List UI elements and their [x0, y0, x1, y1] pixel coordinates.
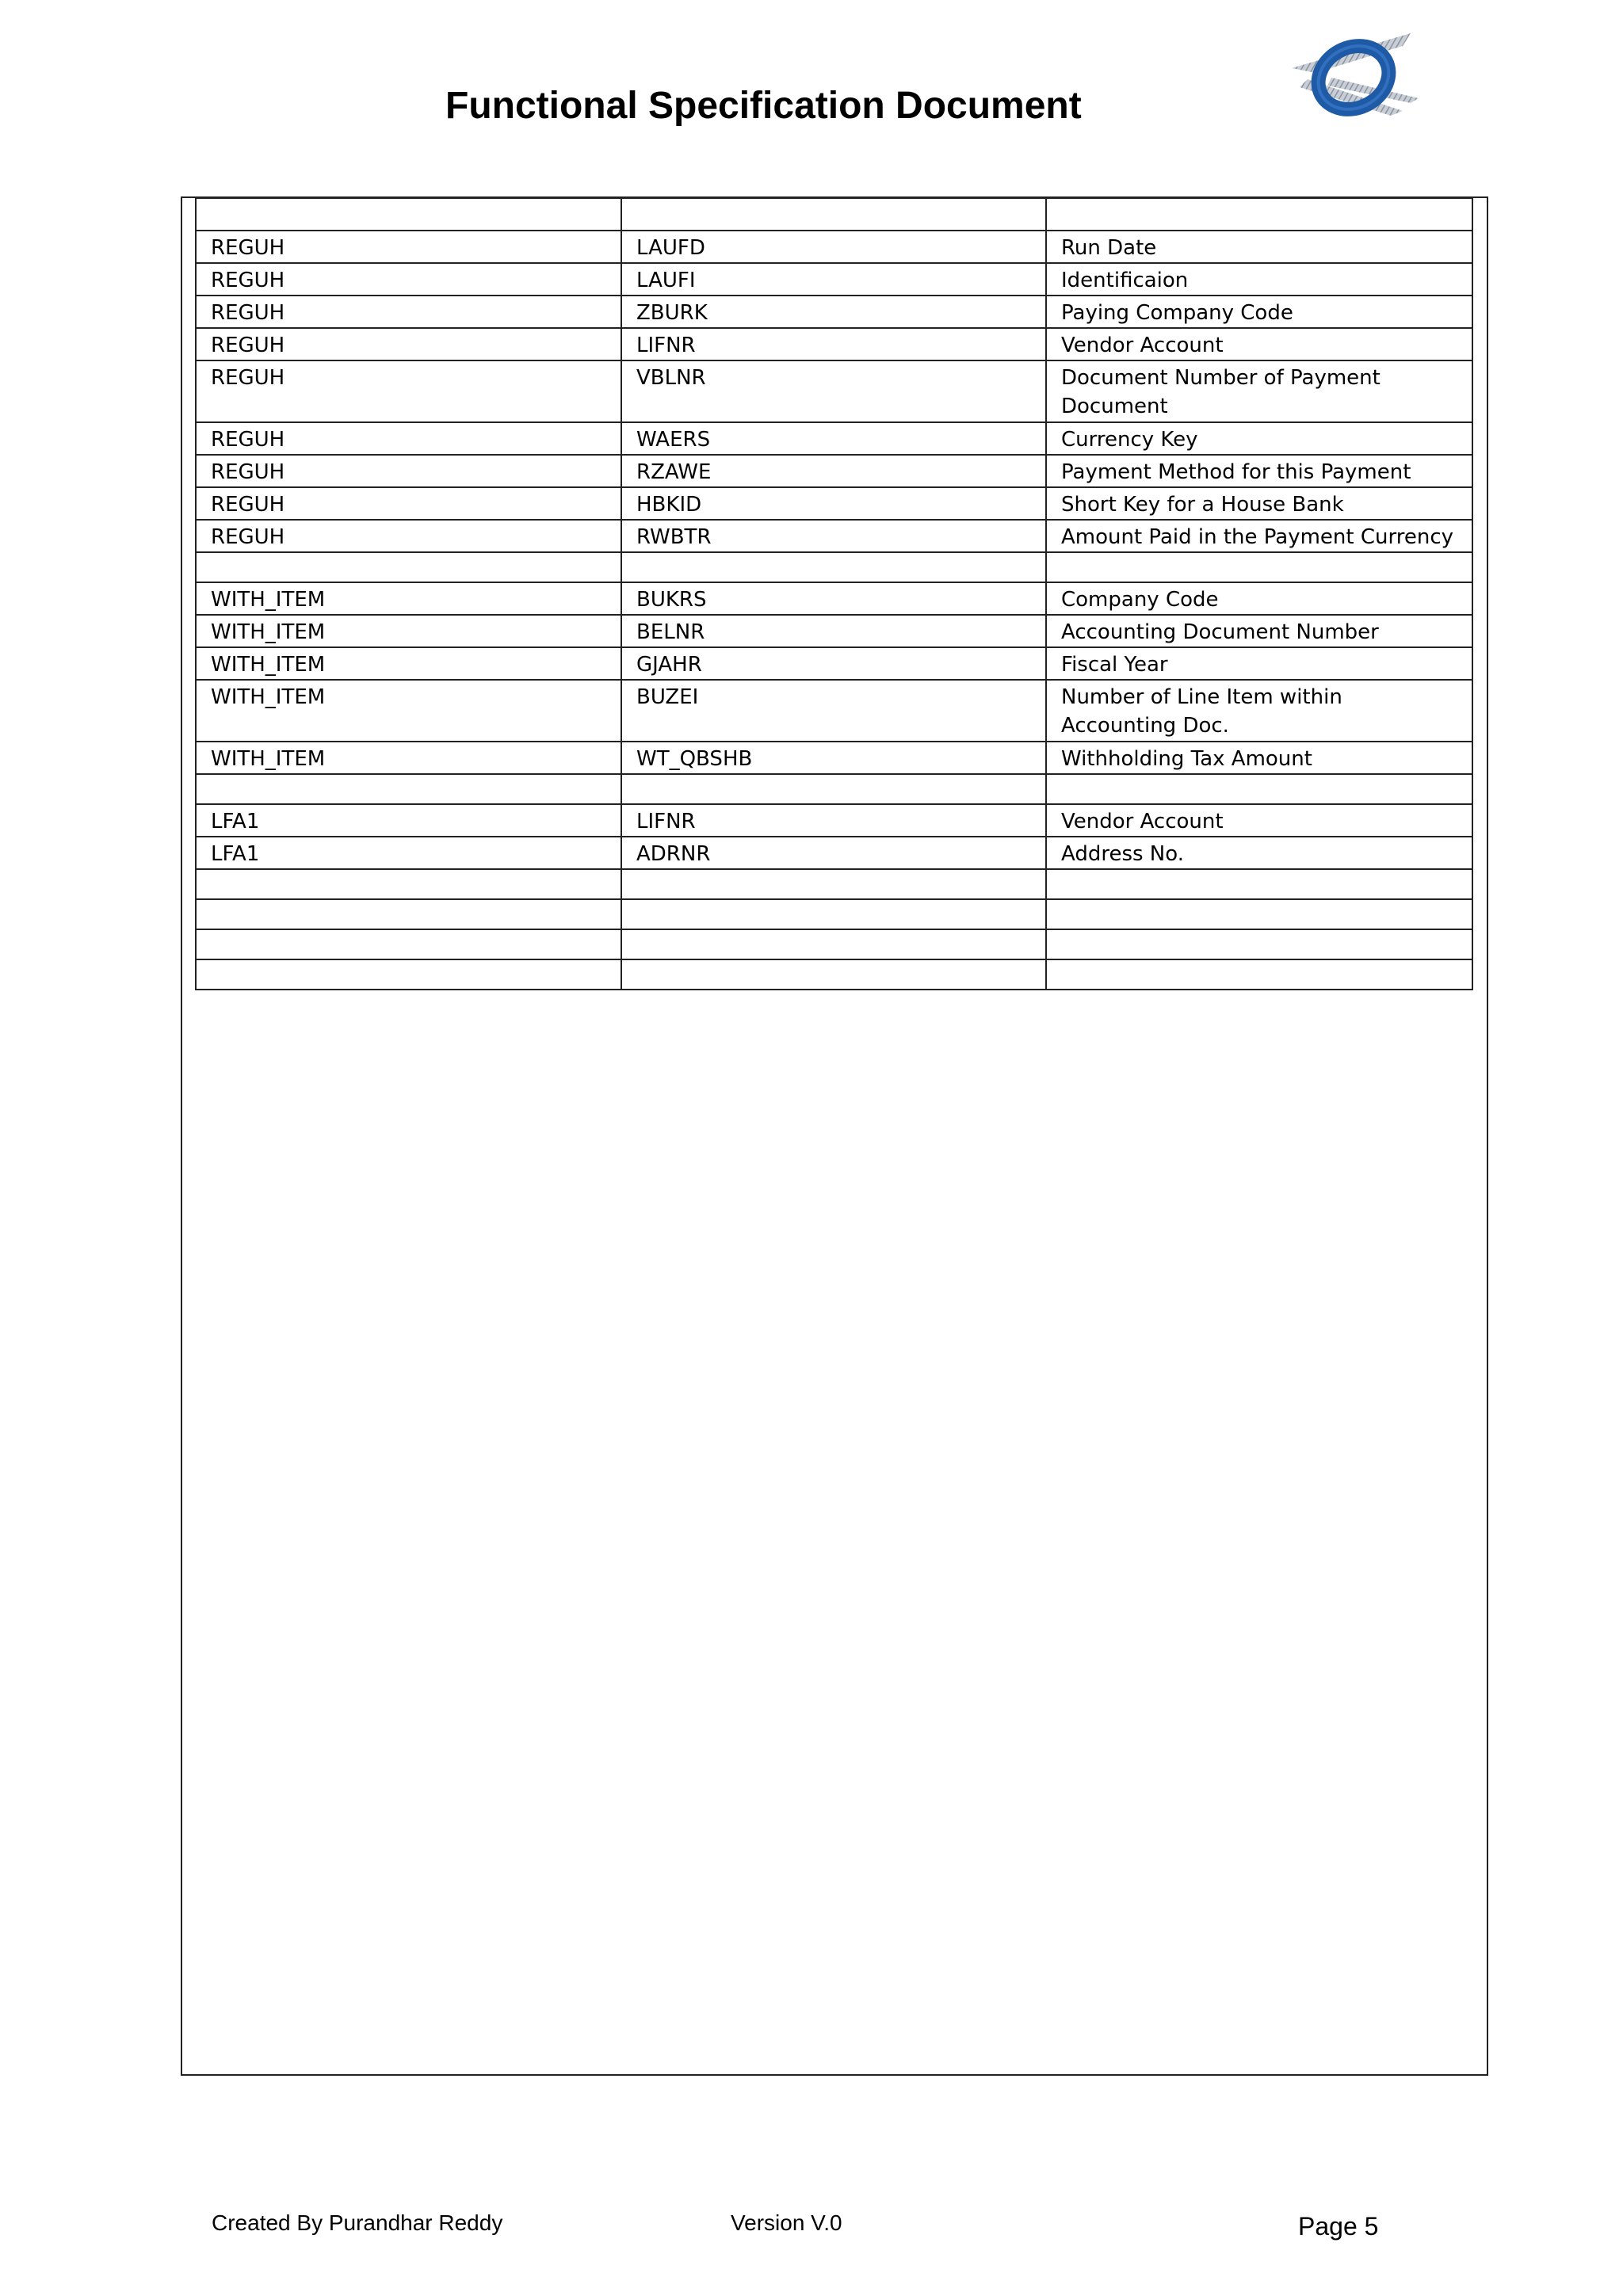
table-name-cell: REGUH — [196, 422, 621, 455]
field-name-cell: WT_QBSHB — [621, 742, 1046, 774]
table-name-cell — [196, 929, 621, 959]
table-row — [196, 647, 1472, 680]
page-title: Functional Specification Document — [445, 85, 1082, 127]
description-cell: Paying Company Code — [1046, 296, 1472, 328]
table-name-cell: WITH_ITEM — [196, 742, 621, 774]
field-name-cell: BUKRS — [621, 582, 1046, 615]
table-name-cell: WITH_ITEM — [196, 615, 621, 647]
table-name-cell: REGUH — [196, 263, 621, 296]
description-cell: Currency Key — [1046, 422, 1472, 455]
field-name-cell: LAUFD — [621, 231, 1046, 263]
field-name-cell — [621, 959, 1046, 990]
description-cell: Address No. — [1046, 837, 1472, 869]
table-row — [196, 328, 1472, 360]
table-row — [196, 837, 1472, 869]
table-name-cell — [196, 869, 621, 899]
description-cell: Short Key for a House Bank — [1046, 487, 1472, 520]
footer-page-number: Page 5 — [1298, 2212, 1379, 2241]
table-row — [196, 742, 1472, 774]
description-cell: Run Date — [1046, 231, 1472, 263]
description-cell: Fiscal Year — [1046, 647, 1472, 680]
table-row — [196, 360, 1472, 422]
table-row — [196, 804, 1472, 837]
description-cell: Payment Method for this Payment — [1046, 455, 1472, 487]
description-cell: Number of Line Item within Accounting Doc. — [1046, 680, 1472, 742]
description-cell — [1046, 869, 1472, 899]
field-name-cell: VBLNR — [621, 360, 1046, 422]
table-name-cell: REGUH — [196, 296, 621, 328]
table-row — [196, 296, 1472, 328]
table-name-cell — [196, 899, 621, 929]
table-name-cell: REGUH — [196, 487, 621, 520]
table-name-cell: REGUH — [196, 455, 621, 487]
description-cell: Withholding Tax Amount — [1046, 742, 1472, 774]
field-name-cell: BUZEI — [621, 680, 1046, 742]
field-name-cell: BELNR — [621, 615, 1046, 647]
table-name-cell — [196, 959, 621, 990]
field-name-cell: ADRNR — [621, 837, 1046, 869]
description-cell: Accounting Document Number — [1046, 615, 1472, 647]
table-row — [196, 615, 1472, 647]
table-name-cell: WITH_ITEM — [196, 647, 621, 680]
field-name-cell: LAUFI — [621, 263, 1046, 296]
footer-version: Version V.0 — [731, 2210, 842, 2235]
description-cell — [1046, 899, 1472, 929]
field-name-cell — [621, 899, 1046, 929]
table-name-cell — [196, 198, 621, 231]
description-cell — [1046, 552, 1472, 582]
field-name-cell: ZBURK — [621, 296, 1046, 328]
table-row — [196, 422, 1472, 455]
description-cell — [1046, 774, 1472, 804]
table-row — [196, 552, 1472, 582]
field-name-cell — [621, 552, 1046, 582]
table-name-cell — [196, 774, 621, 804]
table-row — [196, 455, 1472, 487]
field-name-cell — [621, 869, 1046, 899]
table-row — [196, 198, 1472, 231]
field-name-cell — [621, 929, 1046, 959]
table-row — [196, 680, 1472, 742]
table-row — [196, 869, 1472, 899]
description-cell: Amount Paid in the Payment Currency — [1046, 520, 1472, 552]
description-cell — [1046, 198, 1472, 231]
description-cell: Identificaion — [1046, 263, 1472, 296]
table-row — [196, 263, 1472, 296]
description-cell — [1046, 929, 1472, 959]
description-cell: Vendor Account — [1046, 328, 1472, 360]
field-name-cell: HBKID — [621, 487, 1046, 520]
description-cell — [1046, 959, 1472, 990]
table-row — [196, 774, 1472, 804]
field-name-cell: RZAWE — [621, 455, 1046, 487]
table-name-cell: REGUH — [196, 231, 621, 263]
table-name-cell: REGUH — [196, 328, 621, 360]
table-row — [196, 929, 1472, 959]
company-logo-icon — [1284, 22, 1423, 120]
field-name-cell — [621, 774, 1046, 804]
table-row — [196, 582, 1472, 615]
table-row — [196, 959, 1472, 990]
data-fields-table — [195, 197, 1473, 990]
field-name-cell: GJAHR — [621, 647, 1046, 680]
table-row — [196, 899, 1472, 929]
footer-created-by: Created By Purandhar Reddy — [212, 2210, 503, 2235]
table-row — [196, 231, 1472, 263]
table-row — [196, 487, 1472, 520]
table-name-cell: LFA1 — [196, 837, 621, 869]
table-name-cell — [196, 552, 621, 582]
table-name-cell: WITH_ITEM — [196, 680, 621, 742]
description-cell: Document Number of Payment Document — [1046, 360, 1472, 422]
table-name-cell: REGUH — [196, 360, 621, 422]
description-cell: Company Code — [1046, 582, 1472, 615]
table-name-cell: LFA1 — [196, 804, 621, 837]
table-row — [196, 520, 1472, 552]
table-name-cell: WITH_ITEM — [196, 582, 621, 615]
description-cell: Vendor Account — [1046, 804, 1472, 837]
field-name-cell: LIFNR — [621, 804, 1046, 837]
field-name-cell: RWBTR — [621, 520, 1046, 552]
field-name-cell: WAERS — [621, 422, 1046, 455]
field-name-cell: LIFNR — [621, 328, 1046, 360]
field-name-cell — [621, 198, 1046, 231]
table-name-cell: REGUH — [196, 520, 621, 552]
